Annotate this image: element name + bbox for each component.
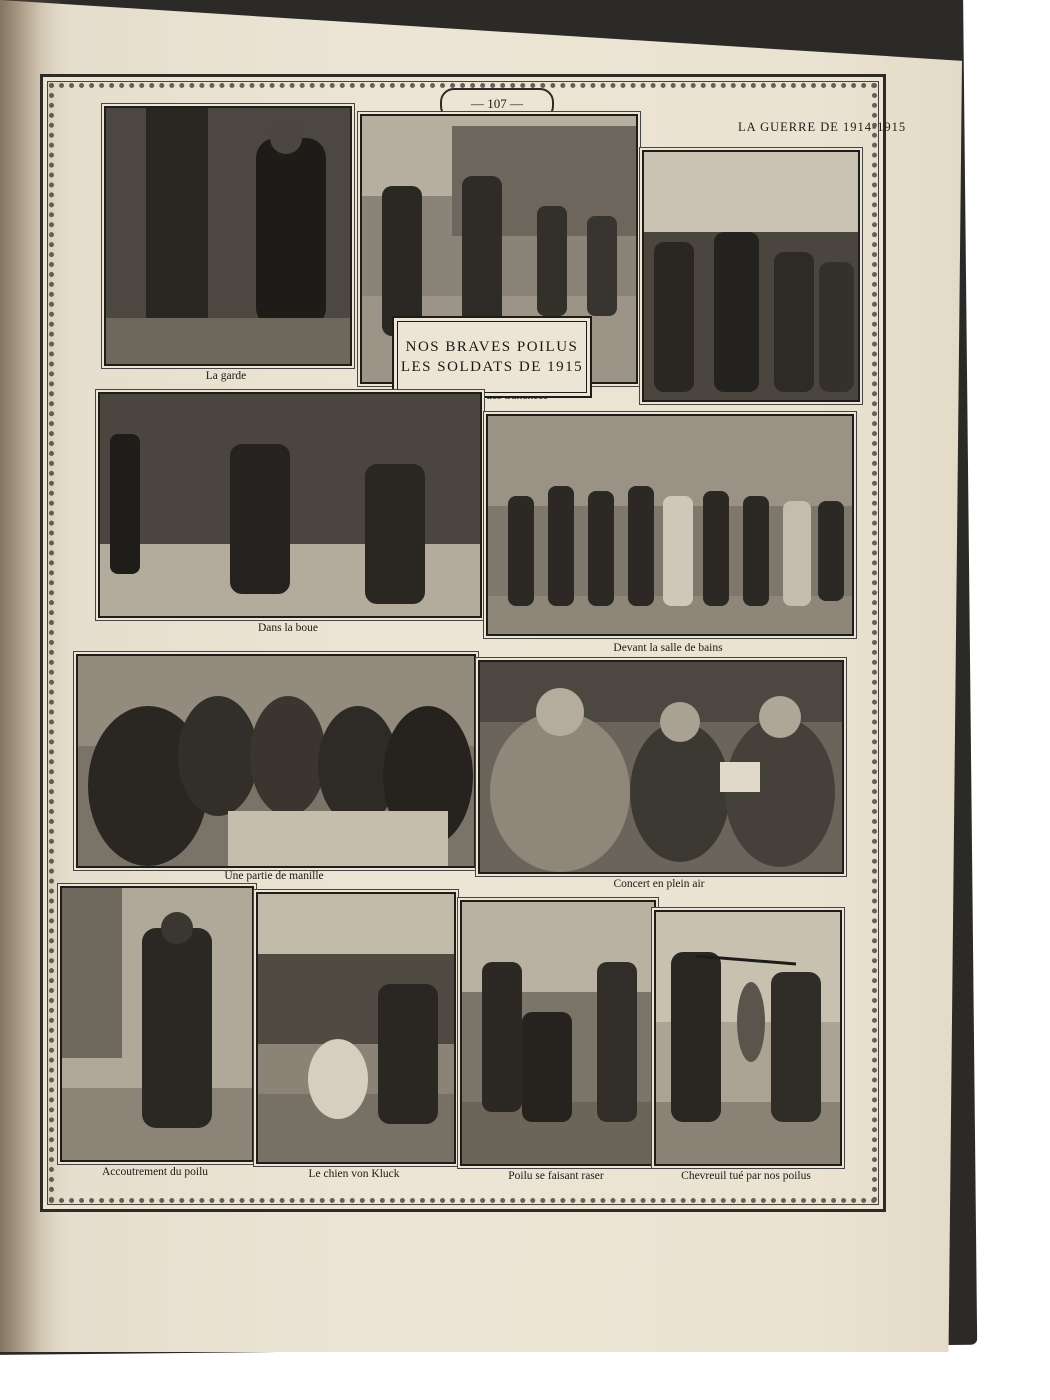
caption-dans-la-boue: Dans la boue <box>257 622 319 634</box>
caption-concert-en-plein-air: Concert en plein air <box>613 878 705 890</box>
photo-une-partie-de-manille <box>76 654 476 868</box>
caption-accoutrement-du-poilu: Accoutrement du poilu <box>101 1166 209 1178</box>
title-line-2: LES SOLDATS DE 1915 <box>400 359 584 375</box>
photo-dans-la-boue <box>98 392 482 618</box>
photo-en-marche <box>642 150 860 402</box>
caption-poilu-se-faisant-raser: Poilu se faisant raser <box>508 1170 604 1182</box>
caption-devant-la-salle-de-bains: Devant la salle de bains <box>613 642 723 654</box>
title-line-1: NOS BRAVES POILUS <box>405 338 579 355</box>
title-box <box>392 316 592 398</box>
caption-chevreuil-tue-par-nos-poilus: Chevreuil tué par nos poilus <box>681 1170 811 1182</box>
caption-le-chien-von-kluck: Le chien von Kluck <box>308 1168 400 1180</box>
photo-le-chien-von-kluck <box>256 892 456 1164</box>
caption-la-garde: La garde <box>205 370 247 382</box>
photo-chevreuil-tue-par-nos-poilus <box>654 910 842 1166</box>
photo-la-garde <box>104 106 352 366</box>
page-number: — 107 — <box>440 88 554 120</box>
running-head: LA GUERRE DE 1914-1915 <box>738 120 907 134</box>
photo-devant-la-salle-de-bains <box>486 414 854 636</box>
photo-accoutrement-du-poilu <box>60 886 254 1162</box>
caption-une-partie-de-manille: Une partie de manille <box>224 870 324 882</box>
photo-concert-en-plein-air <box>478 660 844 874</box>
photo-poilu-se-faisant-raser <box>460 900 656 1166</box>
